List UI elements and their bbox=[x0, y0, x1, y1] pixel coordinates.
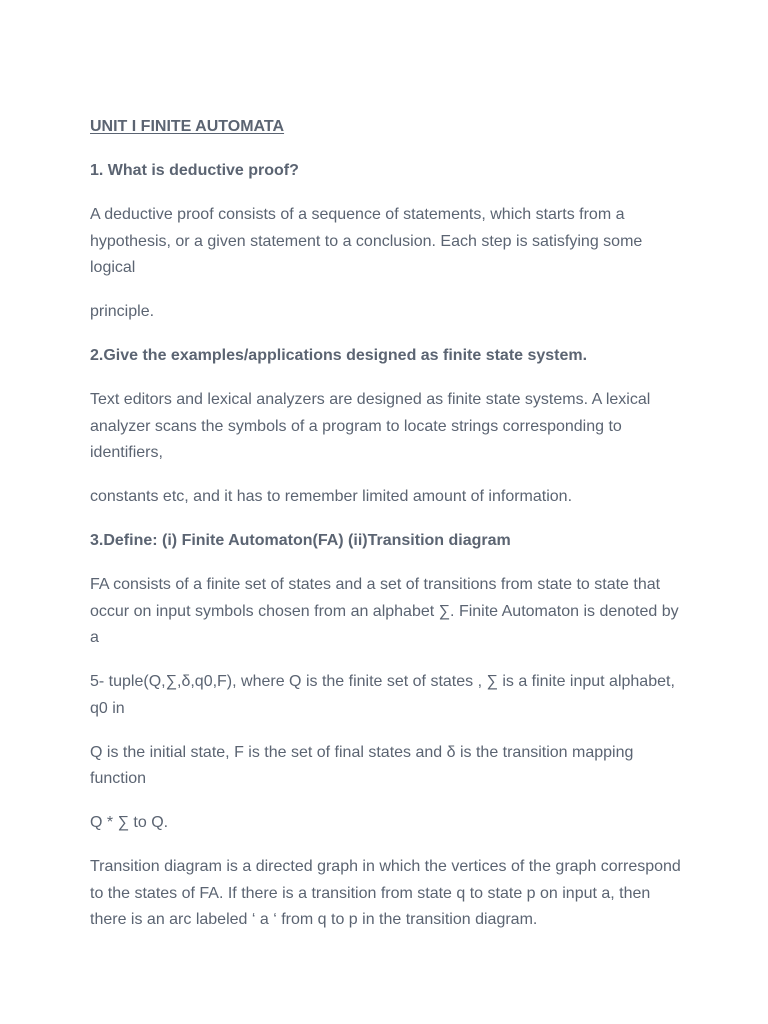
answer-2-paragraph-2: constants etc, and it has to remember limited amount of information. bbox=[90, 488, 573, 505]
answer-2-paragraph-1: Text editors and lexical analyzers are designed as finite state systems. A lexical analyzer scans the symbols of a program to locate strings corresponding to identifiers, bbox=[90, 391, 651, 461]
answer-3-paragraph-2: 5- tuple(Q,∑,δ,q0,F), where Q is the finite set of states , ∑ is a finite input alphabet, q0 in bbox=[90, 673, 675, 717]
answer-3-paragraph-4: Q * ∑ to Q. bbox=[90, 814, 169, 831]
answer-1-paragraph-2: principle. bbox=[90, 303, 155, 320]
unit-title: UNIT I FINITE AUTOMATA bbox=[90, 118, 285, 135]
answer-1-paragraph-1: A deductive proof consists of a sequence of statements, which starts from a hypothesis, or a given statement to a conclusion. Each step is satisfying some logical bbox=[90, 206, 643, 276]
question-1: 1. What is deductive proof? bbox=[90, 162, 299, 179]
answer-3-paragraph-3: Q is the initial state, F is the set of final states and δ is the transition mapping function bbox=[90, 743, 634, 787]
answer-3-paragraph-1: FA consists of a finite set of states and a set of transitions from state to state that occur on input symbols chosen from an alphabet ∑. Finite Automaton is denoted by a bbox=[90, 576, 679, 646]
question-3: 3.Define: (i) Finite Automaton(FA) (ii)Transition diagram bbox=[90, 532, 511, 549]
document-page bbox=[90, 114, 690, 951]
answer-3-paragraph-5: Transition diagram is a directed graph in which the vertices of the graph correspond to the states of FA. If there is a transition from state q to state p on input a, then there is an arc labeled ‘ a ‘ from q to p in the transition diagram. bbox=[90, 858, 681, 928]
question-2: 2.Give the examples/applications designed as finite state system. bbox=[90, 347, 588, 364]
